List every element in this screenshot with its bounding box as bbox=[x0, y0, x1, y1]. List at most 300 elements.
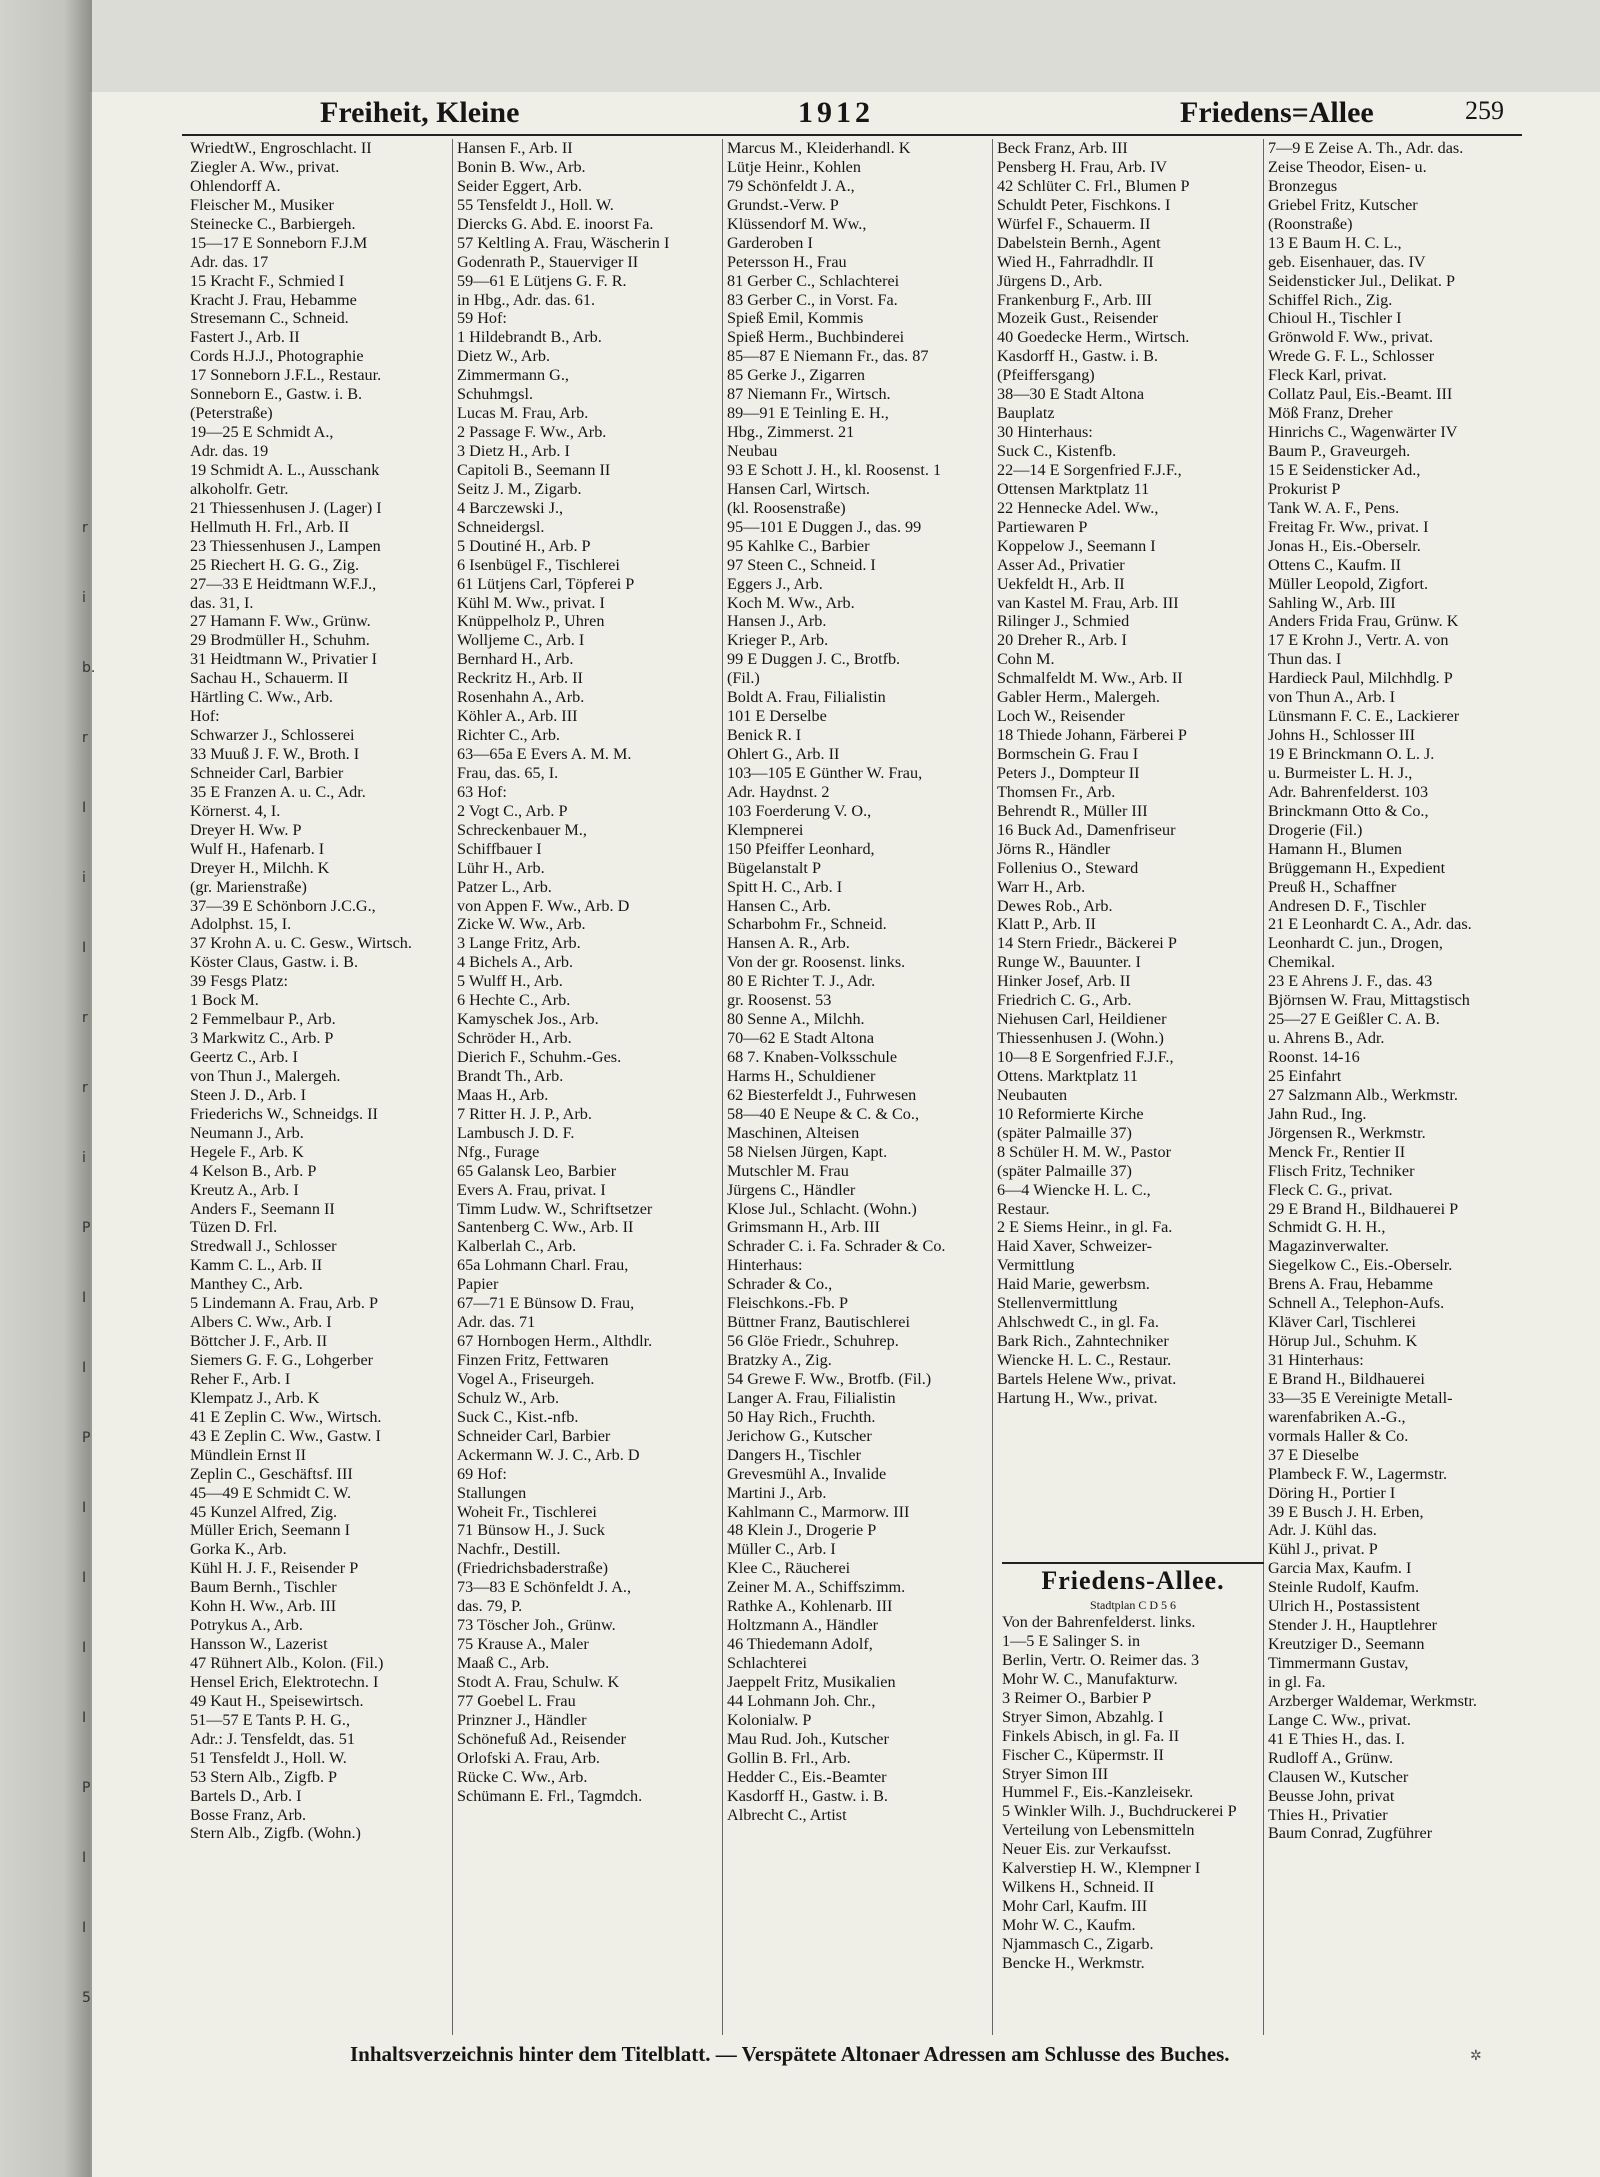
directory-entry: Mohr W. C., Manufakturw. bbox=[1002, 1669, 1178, 1688]
directory-entry: 103 Foerderung V. O., bbox=[727, 801, 872, 820]
directory-entry: Neubau bbox=[727, 442, 778, 460]
margin-mark: I bbox=[82, 1500, 87, 1516]
column-3 bbox=[727, 139, 995, 1824]
directory-entry: Bauplatz bbox=[997, 404, 1055, 423]
directory-entry: Hansen C., Arb. bbox=[727, 896, 831, 915]
directory-entry: Thun das. I bbox=[1268, 650, 1342, 669]
directory-entry: 79 Schönfeldt J. A., bbox=[727, 176, 855, 195]
directory-entry: Menck Fr., Rentier II bbox=[1268, 1142, 1406, 1161]
directory-entry: Papier bbox=[457, 1275, 499, 1294]
directory-entry: Marcus M., Kleiderhandl. K bbox=[727, 139, 911, 157]
directory-entry: 13 E Baum H. C. L., bbox=[1268, 233, 1402, 252]
directory-entry: Maschinen, Alteisen bbox=[727, 1123, 860, 1142]
directory-entry: 37—39 E Schönborn J.C.G., bbox=[190, 896, 376, 915]
directory-entry: Mündlein Ernst II bbox=[190, 1445, 306, 1464]
directory-entry: Steinle Rudolf, Kaufm. bbox=[1268, 1578, 1420, 1597]
directory-entry: 49 Kaut H., Speisewirtsch. bbox=[190, 1691, 364, 1710]
directory-entry: Schlachterei bbox=[727, 1654, 807, 1672]
directory-entry: Manthey C., Arb. bbox=[190, 1275, 303, 1294]
directory-entry: Holtzmann A., Händler bbox=[727, 1616, 879, 1635]
directory-entry: Fastert J., Arb. II bbox=[190, 328, 300, 347]
directory-entry: Kolonialw. P bbox=[727, 1710, 812, 1729]
directory-entry: Wilkens H., Schneid. II bbox=[1002, 1878, 1155, 1897]
directory-entry: Müller Leopold, Zigfort. bbox=[1268, 574, 1429, 593]
directory-entry: Sonneborn E., Gastw. i. B. bbox=[190, 385, 363, 404]
directory-entry: Wolljeme C., Arb. I bbox=[457, 631, 585, 650]
directory-entry: Kracht J. Frau, Hebamme bbox=[190, 290, 357, 309]
directory-entry: 30 Hinterhaus: bbox=[997, 423, 1093, 442]
directory-entry: 17 Sonneborn J.F.L., Restaur. bbox=[190, 366, 382, 385]
directory-entry: Richter C., Arb. bbox=[457, 726, 560, 745]
directory-entry: 10 Reformierte Kirche bbox=[997, 1104, 1144, 1123]
directory-entry: WriedtW., Engroschlacht. II bbox=[190, 139, 372, 157]
directory-entry: Anders Frida Frau, Grünw. K bbox=[1268, 612, 1459, 631]
directory-entry: Kühl H. J. F., Reisender P bbox=[190, 1559, 359, 1578]
directory-entry: 23 E Ahrens J. F., das. 43 bbox=[1268, 972, 1433, 991]
directory-entry: Anders F., Seemann II bbox=[190, 1199, 335, 1218]
directory-entry: 83 Gerber C., in Vorst. Fa. bbox=[727, 290, 898, 309]
directory-entry: Grimsmann H., Arb. III bbox=[727, 1218, 880, 1237]
directory-entry: 33 Muuß J. F. W., Broth. I bbox=[190, 745, 360, 763]
directory-entry: 21 Thiessenhusen J. (Lager) I bbox=[190, 498, 382, 517]
directory-entry: Hansen A. R., Arb. bbox=[727, 934, 850, 953]
page-number: 259 bbox=[1465, 96, 1504, 125]
directory-entry: Finkels Abisch, in gl. Fa. II bbox=[1002, 1726, 1180, 1745]
margin-mark: r bbox=[82, 1080, 88, 1096]
directory-entry: Orlofski A. Frau, Arb. bbox=[457, 1748, 600, 1767]
column-4 bbox=[997, 139, 1265, 1408]
directory-entry: Thies H., Privatier bbox=[1268, 1805, 1388, 1824]
directory-entry: 87 Niemann Fr., Wirtsch. bbox=[727, 385, 891, 404]
directory-entry: Ulrich H., Postassistent bbox=[1268, 1597, 1420, 1616]
directory-entry: Kläver Carl, Tischlerei bbox=[1268, 1313, 1416, 1332]
directory-entry: 14 Stern Friedr., Bäckerei P bbox=[997, 934, 1177, 953]
directory-entry: 21 E Leonhardt C. A., Adr. das. bbox=[1268, 915, 1472, 934]
directory-entry: 95 Kahlke C., Barbier bbox=[727, 536, 870, 555]
directory-entry: Würfel F., Schauerm. II bbox=[997, 214, 1151, 233]
margin-mark: P bbox=[82, 1430, 91, 1446]
directory-entry: Hinrichs C., Wagenwärter IV bbox=[1268, 423, 1458, 442]
directory-entry: 6—4 Wiencke H. L. C., bbox=[997, 1180, 1151, 1199]
directory-entry: 85 Gerke J., Zigarren bbox=[727, 366, 865, 385]
directory-entry: Schneider Carl, Barbier bbox=[190, 763, 344, 782]
directory-entry: Partiewaren P bbox=[997, 517, 1088, 536]
head-street-left: Freiheit, Kleine bbox=[320, 96, 520, 129]
directory-entry: 6 Hechte C., Arb. bbox=[457, 991, 571, 1010]
directory-entry: (Friedrichsbaderstraße) bbox=[457, 1559, 609, 1578]
directory-entry: Clausen W., Kutscher bbox=[1268, 1767, 1409, 1786]
directory-entry: Cohn M. bbox=[997, 650, 1055, 669]
directory-entry: 103—105 E Günther W. Frau, bbox=[727, 763, 923, 782]
directory-entry: Kasdorff H., Gastw. i. B. bbox=[997, 347, 1158, 366]
directory-entry: Ahlschwedt C., in gl. Fa. bbox=[997, 1313, 1159, 1332]
directory-entry: Steen J. D., Arb. I bbox=[190, 1085, 306, 1104]
directory-entry: 2 Passage F. Ww., Arb. bbox=[457, 423, 607, 442]
directory-entry: Adr. das. 19 bbox=[190, 442, 269, 460]
directory-entry: Schreckenbauer M., bbox=[457, 820, 587, 839]
directory-entry: alkoholfr. Getr. bbox=[190, 479, 289, 498]
directory-entry: 27 Hamann F. Ww., Grünw. bbox=[190, 612, 371, 631]
directory-entry: 19 Schmidt A. L., Ausschank bbox=[190, 460, 380, 479]
directory-entry: Suck C., Kist.-nfb. bbox=[457, 1407, 579, 1426]
directory-entry: 41 E Thies H., das. I. bbox=[1268, 1729, 1405, 1748]
directory-entry: Mohr Carl, Kaufm. III bbox=[1002, 1897, 1148, 1916]
column-rule bbox=[992, 139, 993, 2035]
directory-entry: 80 Senne A., Milchh. bbox=[727, 1010, 865, 1029]
margin-mark: i bbox=[82, 870, 86, 886]
directory-entry: Bartels Helene Ww., privat. bbox=[997, 1369, 1177, 1388]
directory-entry: 31 Hinterhaus: bbox=[1268, 1351, 1364, 1369]
directory-entry: Baum Bernh., Tischler bbox=[190, 1578, 337, 1597]
directory-entry: 67—71 E Bünsow D. Frau, bbox=[457, 1294, 635, 1313]
directory-entry: Hamann H., Blumen bbox=[1268, 839, 1402, 858]
directory-entry: Mohr W. C., Kaufm. bbox=[1002, 1916, 1136, 1934]
directory-entry: Patzer L., Arb. bbox=[457, 877, 552, 896]
directory-entry: Stryer Simon III bbox=[1002, 1764, 1109, 1783]
directory-entry: Schönefuß Ad., Reisender bbox=[457, 1729, 627, 1748]
directory-entry: Zicke W. Ww., Arb. bbox=[457, 915, 586, 934]
directory-entry: Jürgens D., Arb. bbox=[997, 271, 1103, 290]
directory-entry: Prokurist P bbox=[1268, 479, 1341, 498]
directory-entry: Evers A. Frau, privat. I bbox=[457, 1180, 606, 1199]
directory-entry: Boldt A. Frau, Filialistin bbox=[727, 688, 886, 707]
directory-entry: E Brand H., Bildhauerei bbox=[1268, 1369, 1425, 1388]
directory-entry: Potrykus A., Arb. bbox=[190, 1616, 303, 1635]
directory-entry: das. 31, I. bbox=[190, 593, 254, 612]
directory-entry: 1—5 E Salinger S. in bbox=[1002, 1631, 1141, 1650]
directory-entry: Collatz Paul, Eis.-Beamt. III bbox=[1268, 385, 1453, 404]
directory-entry: Schiffbauer I bbox=[457, 839, 542, 858]
directory-entry: Baum P., Graveurgeh. bbox=[1268, 442, 1411, 460]
directory-entry: Koppelow J., Seemann I bbox=[997, 536, 1156, 555]
directory-entry: Hinker Josef, Arb. II bbox=[997, 972, 1131, 991]
directory-entry: Bartels D., Arb. I bbox=[190, 1786, 302, 1805]
directory-entry: 75 Krause A., Maler bbox=[457, 1635, 589, 1654]
directory-entry: Mutschler M. Frau bbox=[727, 1161, 849, 1180]
page-footer: Inhaltsverzeichnis hinter dem Titelblatt. — Verspätete Altonaer Adressen am Schlusse des Buches. bbox=[350, 2042, 1230, 2066]
directory-entry: Hansen J., Arb. bbox=[727, 612, 827, 631]
directory-entry: Hansen F., Arb. II bbox=[457, 139, 573, 157]
directory-entry: Fischer C., Küpermstr. II bbox=[1002, 1745, 1164, 1764]
directory-entry: Spieß Emil, Kommis bbox=[727, 309, 864, 328]
directory-entry: in gl. Fa. bbox=[1268, 1672, 1326, 1691]
margin-mark: I bbox=[82, 1920, 87, 1936]
directory-entry: Jörns R., Händler bbox=[997, 839, 1111, 858]
directory-entry: Jahn Rud., Ing. bbox=[1268, 1104, 1367, 1123]
directory-entry: Dierich F., Schuhm.-Ges. bbox=[457, 1048, 622, 1066]
directory-entry: Runge W., Bauunter. I bbox=[997, 953, 1141, 972]
directory-entry: Stern Alb., Zigfb. (Wohn.) bbox=[190, 1824, 361, 1843]
book-spine-gutter bbox=[0, 0, 92, 2177]
directory-entry: Zimmermann G., bbox=[457, 366, 569, 385]
directory-entry: 27 Salzmann Alb., Werkmstr. bbox=[1268, 1085, 1458, 1104]
directory-entry: Ackermann W. J. C., Arb. D bbox=[457, 1445, 640, 1464]
directory-entry: 55 Tensfeldt J., Holl. W. bbox=[457, 195, 614, 214]
directory-entry: Lange C. Ww., privat. bbox=[1268, 1710, 1411, 1729]
directory-entry: Nachfr., Destill. bbox=[457, 1540, 561, 1559]
directory-entry: Seider Eggert, Arb. bbox=[457, 176, 582, 195]
directory-entry: 16 Buck Ad., Damenfriseur bbox=[997, 820, 1176, 839]
directory-entry: Maas H., Arb. bbox=[457, 1085, 549, 1104]
directory-entry: 46 Thiedemann Adolf, bbox=[727, 1635, 873, 1654]
directory-entry: Müller C., Arb. I bbox=[727, 1540, 836, 1559]
directory-entry: Köster Claus, Gastw. i. B. bbox=[190, 953, 359, 972]
directory-entry: Brens A. Frau, Hebamme bbox=[1268, 1275, 1433, 1294]
directory-entry: Stallungen bbox=[457, 1483, 527, 1502]
directory-entry: Dreyer H. Ww. P bbox=[190, 820, 302, 839]
directory-entry: Büttner Franz, Bautischlerei bbox=[727, 1313, 910, 1332]
directory-entry: Grevesmühl A., Invalide bbox=[727, 1464, 887, 1483]
directory-entry: Seidensticker Jul., Delikat. P bbox=[1268, 271, 1456, 290]
directory-entry: 43 E Zeplin C. Ww., Gastw. I bbox=[190, 1426, 381, 1445]
head-street-right: Friedens=Allee bbox=[1180, 96, 1374, 129]
running-head bbox=[250, 96, 1550, 130]
margin-mark: I bbox=[82, 1360, 87, 1376]
section-entries bbox=[1002, 1613, 1264, 1973]
directory-entry: Klüssendorf M. Ww., bbox=[727, 214, 867, 233]
directory-entry: Garderoben I bbox=[727, 233, 813, 252]
directory-entry: 40 Goedecke Herm., Wirtsch. bbox=[997, 328, 1190, 347]
directory-entry: Maaß C., Arb. bbox=[457, 1654, 550, 1672]
directory-entry: 3 Lange Fritz, Arb. bbox=[457, 934, 581, 953]
directory-entry: 22 Hennecke Adel. Ww., bbox=[997, 498, 1159, 517]
directory-entry: Härtling C. Ww., Arb. bbox=[190, 688, 333, 707]
directory-entry: Preuß H., Schaffner bbox=[1268, 877, 1397, 896]
directory-entry: Vogel A., Friseurgeh. bbox=[457, 1369, 595, 1388]
directory-entry: Schröder H., Arb. bbox=[457, 1029, 572, 1048]
directory-entry: 38—30 E Stadt Altona bbox=[997, 385, 1145, 404]
directory-entry: Siegelkow C., Eis.-Oberselr. bbox=[1268, 1256, 1453, 1275]
directory-entry: Arzberger Waldemar, Werkmstr. bbox=[1268, 1691, 1477, 1710]
directory-entry: Jürgens C., Händler bbox=[727, 1180, 856, 1199]
directory-entry: 29 E Brand H., Bildhauerei P bbox=[1268, 1199, 1459, 1218]
directory-entry: Rücke C. Ww., Arb. bbox=[457, 1767, 588, 1786]
directory-entry: (Peterstraße) bbox=[190, 404, 273, 423]
directory-entry: gr. Roosenst. 53 bbox=[727, 991, 832, 1010]
directory-entry: Lambusch J. D. F. bbox=[457, 1123, 575, 1142]
section-title: Friedens-Allee. bbox=[1041, 1566, 1225, 1595]
directory-entry: 35 E Franzen A. u. C., Adr. bbox=[190, 782, 366, 801]
directory-entry: Timmermann Gustav, bbox=[1268, 1654, 1409, 1672]
directory-entry: Godenrath P., Stauerviger II bbox=[457, 252, 639, 271]
margin-mark: r bbox=[82, 520, 88, 536]
directory-entry: Adr. Haydnst. 2 bbox=[727, 782, 830, 801]
directory-entry: Tank W. A. F., Pens. bbox=[1268, 498, 1400, 517]
directory-entry: Petersson H., Frau bbox=[727, 252, 847, 271]
directory-entry: 15 Kracht F., Schmied I bbox=[190, 271, 345, 290]
directory-entry: Kreutziger D., Seemann bbox=[1268, 1635, 1425, 1654]
directory-entry: Krieger P., Arb. bbox=[727, 631, 829, 650]
margin-mark: i bbox=[82, 590, 86, 606]
directory-entry: Warr H., Arb. bbox=[997, 877, 1086, 896]
directory-entry: Dreyer H., Milchh. K bbox=[190, 858, 330, 877]
directory-entry: Reher F., Arb. I bbox=[190, 1369, 291, 1388]
directory-entry: Dewes Rob., Arb. bbox=[997, 896, 1113, 915]
directory-entry: Mau Rud. Joh., Kutscher bbox=[727, 1729, 889, 1748]
directory-entry: Ziegler A. Ww., privat. bbox=[190, 157, 340, 176]
directory-entry: 41 E Zeplin C. Ww., Wirtsch. bbox=[190, 1407, 382, 1426]
directory-entry: Hbg., Zimmerst. 21 bbox=[727, 423, 855, 442]
directory-entry: Timm Ludw. W., Schriftsetzer bbox=[457, 1199, 653, 1218]
directory-entry: 19 E Brinckmann O. L. J. bbox=[1268, 745, 1435, 763]
directory-entry: Reckritz H., Arb. II bbox=[457, 669, 583, 688]
directory-entry: (gr. Marienstraße) bbox=[190, 877, 307, 896]
directory-entry: Schrader C. i. Fa. Schrader & Co. bbox=[727, 1237, 946, 1256]
directory-entry: 65 Galansk Leo, Barbier bbox=[457, 1161, 617, 1180]
directory-entry: Schwarzer J., Schlosserei bbox=[190, 726, 355, 745]
directory-entry: van Kastel M. Frau, Arb. III bbox=[997, 593, 1179, 612]
directory-entry: Brandt Th., Arb. bbox=[457, 1066, 564, 1085]
directory-entry: Döring H., Portier I bbox=[1268, 1483, 1396, 1502]
directory-entry: 58—40 E Neupe & C. & Co., bbox=[727, 1104, 919, 1123]
directory-entry: 6 Isenbügel F., Tischlerei bbox=[457, 555, 620, 574]
directory-entry: Bosse Franz, Arb. bbox=[190, 1805, 306, 1824]
directory-entry: Hof: bbox=[190, 707, 220, 726]
directory-entry: 59 Hof: bbox=[457, 309, 507, 328]
margin-mark: I bbox=[82, 1570, 87, 1586]
directory-entry: Adr. J. Kühl das. bbox=[1268, 1521, 1377, 1540]
directory-entry: Knüppelholz P., Uhren bbox=[457, 612, 605, 631]
directory-entry: 1 Hildebrandt B., Arb. bbox=[457, 328, 602, 347]
directory-entry: Koch M. Ww., Arb. bbox=[727, 593, 855, 612]
directory-entry: Bronzegus bbox=[1268, 176, 1338, 195]
directory-entry: Haid Xaver, Schweizer- bbox=[997, 1237, 1152, 1256]
directory-entry: Behrendt R., Müller III bbox=[997, 801, 1148, 820]
directory-entry: 63 Hof: bbox=[457, 782, 507, 801]
directory-entry: 69 Hof: bbox=[457, 1464, 507, 1483]
directory-entry: Vermittlung bbox=[997, 1256, 1075, 1275]
directory-entry: Friederichs W., Schneidgs. II bbox=[190, 1104, 378, 1123]
directory-entry: Spieß Herm., Buchbinderei bbox=[727, 328, 905, 347]
directory-entry: Schneider Carl, Barbier bbox=[457, 1426, 611, 1445]
directory-entry: Klempnerei bbox=[727, 820, 804, 839]
directory-entry: Jörgensen R., Werkmstr. bbox=[1268, 1123, 1426, 1142]
directory-entry: 29 Brodmüller H., Schuhm. bbox=[190, 631, 370, 650]
directory-entry: Lucas M. Frau, Arb. bbox=[457, 404, 589, 423]
directory-entry: Björnsen W. Frau, Mittagstisch bbox=[1268, 991, 1470, 1010]
directory-entry: 4 Barczewski J., bbox=[457, 498, 564, 517]
directory-entry: Albers C. Ww., Arb. I bbox=[190, 1313, 332, 1332]
directory-entry: 97 Steen C., Schneid. I bbox=[727, 555, 876, 574]
directory-entry: Stender J. H., Hauptlehrer bbox=[1268, 1616, 1438, 1635]
directory-entry: Lühr H., Arb. bbox=[457, 858, 545, 877]
directory-entry: Neuer Eis. zur Verkaufsst. bbox=[1002, 1840, 1172, 1859]
directory-entry: Leonhardt C. jun., Drogen, bbox=[1268, 934, 1443, 953]
directory-entry: Schrader & Co., bbox=[727, 1275, 833, 1294]
directory-entry: Johns H., Schlosser III bbox=[1268, 726, 1416, 745]
directory-entry: Magazinverwalter. bbox=[1268, 1237, 1389, 1256]
margin-mark: I bbox=[82, 1710, 87, 1726]
directory-entry: 1 Bock M. bbox=[190, 991, 259, 1010]
directory-entry: Seitz J. M., Zigarb. bbox=[457, 479, 582, 498]
directory-entry: Santenberg C. Ww., Arb. II bbox=[457, 1218, 634, 1237]
directory-entry: u. Ahrens B., Adr. bbox=[1268, 1029, 1385, 1048]
margin-mark: I bbox=[82, 1290, 87, 1306]
directory-entry: Schiffel Rich., Zig. bbox=[1268, 290, 1393, 309]
directory-entry: 33—35 E Vereinigte Metall- bbox=[1268, 1388, 1453, 1407]
directory-entry: Asser Ad., Privatier bbox=[997, 555, 1125, 574]
margin-mark: P bbox=[82, 1220, 91, 1236]
directory-entry: 61 Lütjens Carl, Töpferei P bbox=[457, 574, 635, 593]
directory-entry: 63—65a E Evers A. M. M. bbox=[457, 745, 632, 763]
margin-mark: I bbox=[82, 1640, 87, 1656]
directory-entry: Ohlert G., Arb. II bbox=[727, 745, 840, 763]
directory-entry: Stredwall J., Schlosser bbox=[190, 1237, 337, 1256]
directory-entry: Woheit Fr., Tischlerei bbox=[457, 1502, 597, 1521]
directory-entry: Von der Bahrenfelderst. links. bbox=[1002, 1613, 1196, 1631]
directory-entry: Bonin B. Ww., Arb. bbox=[457, 157, 586, 176]
directory-entry: 7—9 E Zeise A. Th., Adr. das. bbox=[1268, 139, 1464, 157]
directory-entry: Schulz W., Arb. bbox=[457, 1388, 560, 1407]
directory-entry: Kahlmann C., Marmorw. III bbox=[727, 1502, 910, 1521]
directory-entry: Kreutz A., Arb. I bbox=[190, 1180, 299, 1199]
directory-entry: Prinzner J., Händler bbox=[457, 1710, 587, 1729]
directory-entry: Kalberlah C., Arb. bbox=[457, 1237, 577, 1256]
directory-entry: 15—17 E Sonneborn F.J.M bbox=[190, 233, 368, 252]
directory-entry: vormals Haller & Co. bbox=[1268, 1426, 1409, 1445]
directory-entry: 53 Stern Alb., Zigfb. P bbox=[190, 1767, 338, 1786]
directory-entry: (später Palmaille 37) bbox=[997, 1161, 1132, 1180]
directory-entry: Frau, das. 65, I. bbox=[457, 763, 559, 782]
directory-entry: Ottens. Marktplatz 11 bbox=[997, 1066, 1139, 1085]
directory-entry: Lünsmann F. C. E., Lackierer bbox=[1268, 707, 1460, 726]
directory-entry: Klose Jul., Schlacht. (Wohn.) bbox=[727, 1199, 917, 1218]
directory-entry: 42 Schlüter C. Frl., Blumen P bbox=[997, 176, 1190, 195]
directory-entry: Gorka K., Arb. bbox=[190, 1540, 287, 1559]
directory-entry: (später Palmaille 37) bbox=[997, 1123, 1132, 1142]
directory-entry: Hedder C., Eis.-Beamter bbox=[727, 1767, 887, 1786]
directory-entry: 23 Thiessenhusen J., Lampen bbox=[190, 536, 381, 555]
directory-entry: Rosenhahn A., Arb. bbox=[457, 688, 585, 707]
directory-entry: 2 E Siems Heinr., in gl. Fa. bbox=[997, 1218, 1173, 1237]
directory-entry: Bencke H., Werkmstr. bbox=[1002, 1953, 1145, 1972]
directory-entry: Eggers J., Arb. bbox=[727, 574, 823, 593]
directory-entry: 45—49 E Schmidt C. W. bbox=[190, 1483, 351, 1502]
directory-entry: 85—87 E Niemann Fr., das. 87 bbox=[727, 347, 929, 366]
directory-entry: 37 E Dieselbe bbox=[1268, 1445, 1359, 1464]
directory-entry: Njammasch C., Zigarb. bbox=[1002, 1934, 1154, 1953]
directory-entry: Stodt A. Frau, Schulw. K bbox=[457, 1672, 620, 1691]
directory-entry: Baum Conrad, Zugführer bbox=[1268, 1824, 1433, 1843]
directory-entry: Brüggemann H., Expedient bbox=[1268, 858, 1446, 877]
directory-entry: 57 Keltling A. Frau, Wäscherin I bbox=[457, 233, 670, 252]
directory-entry: Niehusen Carl, Heildiener bbox=[997, 1010, 1167, 1029]
directory-entry: u. Burmeister L. H. J., bbox=[1268, 763, 1413, 782]
directory-entry: Schneidergsl. bbox=[457, 517, 545, 536]
directory-entry: Wiencke H. L. C., Restaur. bbox=[997, 1351, 1172, 1369]
margin-mark: I bbox=[82, 940, 87, 956]
directory-entry: warenfabriken A.-G., bbox=[1268, 1407, 1406, 1426]
directory-entry: 4 Bichels A., Arb. bbox=[457, 953, 574, 972]
directory-entry: Schmidt G. H. H., bbox=[1268, 1218, 1386, 1237]
directory-entry: 77 Goebel L. Frau bbox=[457, 1691, 576, 1710]
directory-entry: Rathke A., Kohlenarb. III bbox=[727, 1597, 893, 1616]
directory-entry: 99 E Duggen J. C., Brotfb. bbox=[727, 650, 901, 669]
footer-mark: ✲ bbox=[1470, 2048, 1482, 2064]
directory-entry: 58 Nielsen Jürgen, Kapt. bbox=[727, 1142, 888, 1161]
column-1 bbox=[190, 139, 458, 1843]
directory-entry: 65a Lohmann Charl. Frau, bbox=[457, 1256, 629, 1275]
directory-entry: Schnell A., Telephon-Aufs. bbox=[1268, 1294, 1445, 1313]
directory-entry: Scharbohm Fr., Schneid. bbox=[727, 915, 887, 934]
directory-entry: Martini J., Arb. bbox=[727, 1483, 827, 1502]
directory-entry: Hensel Erich, Elektrotechn. I bbox=[190, 1672, 379, 1691]
directory-entry: Zeiner M. A., Schiffszimm. bbox=[727, 1578, 906, 1597]
directory-entry: 59—61 E Lütjens G. F. R. bbox=[457, 271, 627, 290]
directory-entry: 25—27 E Geißler C. A. B. bbox=[1268, 1010, 1440, 1029]
section-rule bbox=[1002, 1562, 1264, 1564]
directory-entry: Sachau H., Schauerm. II bbox=[190, 669, 349, 688]
